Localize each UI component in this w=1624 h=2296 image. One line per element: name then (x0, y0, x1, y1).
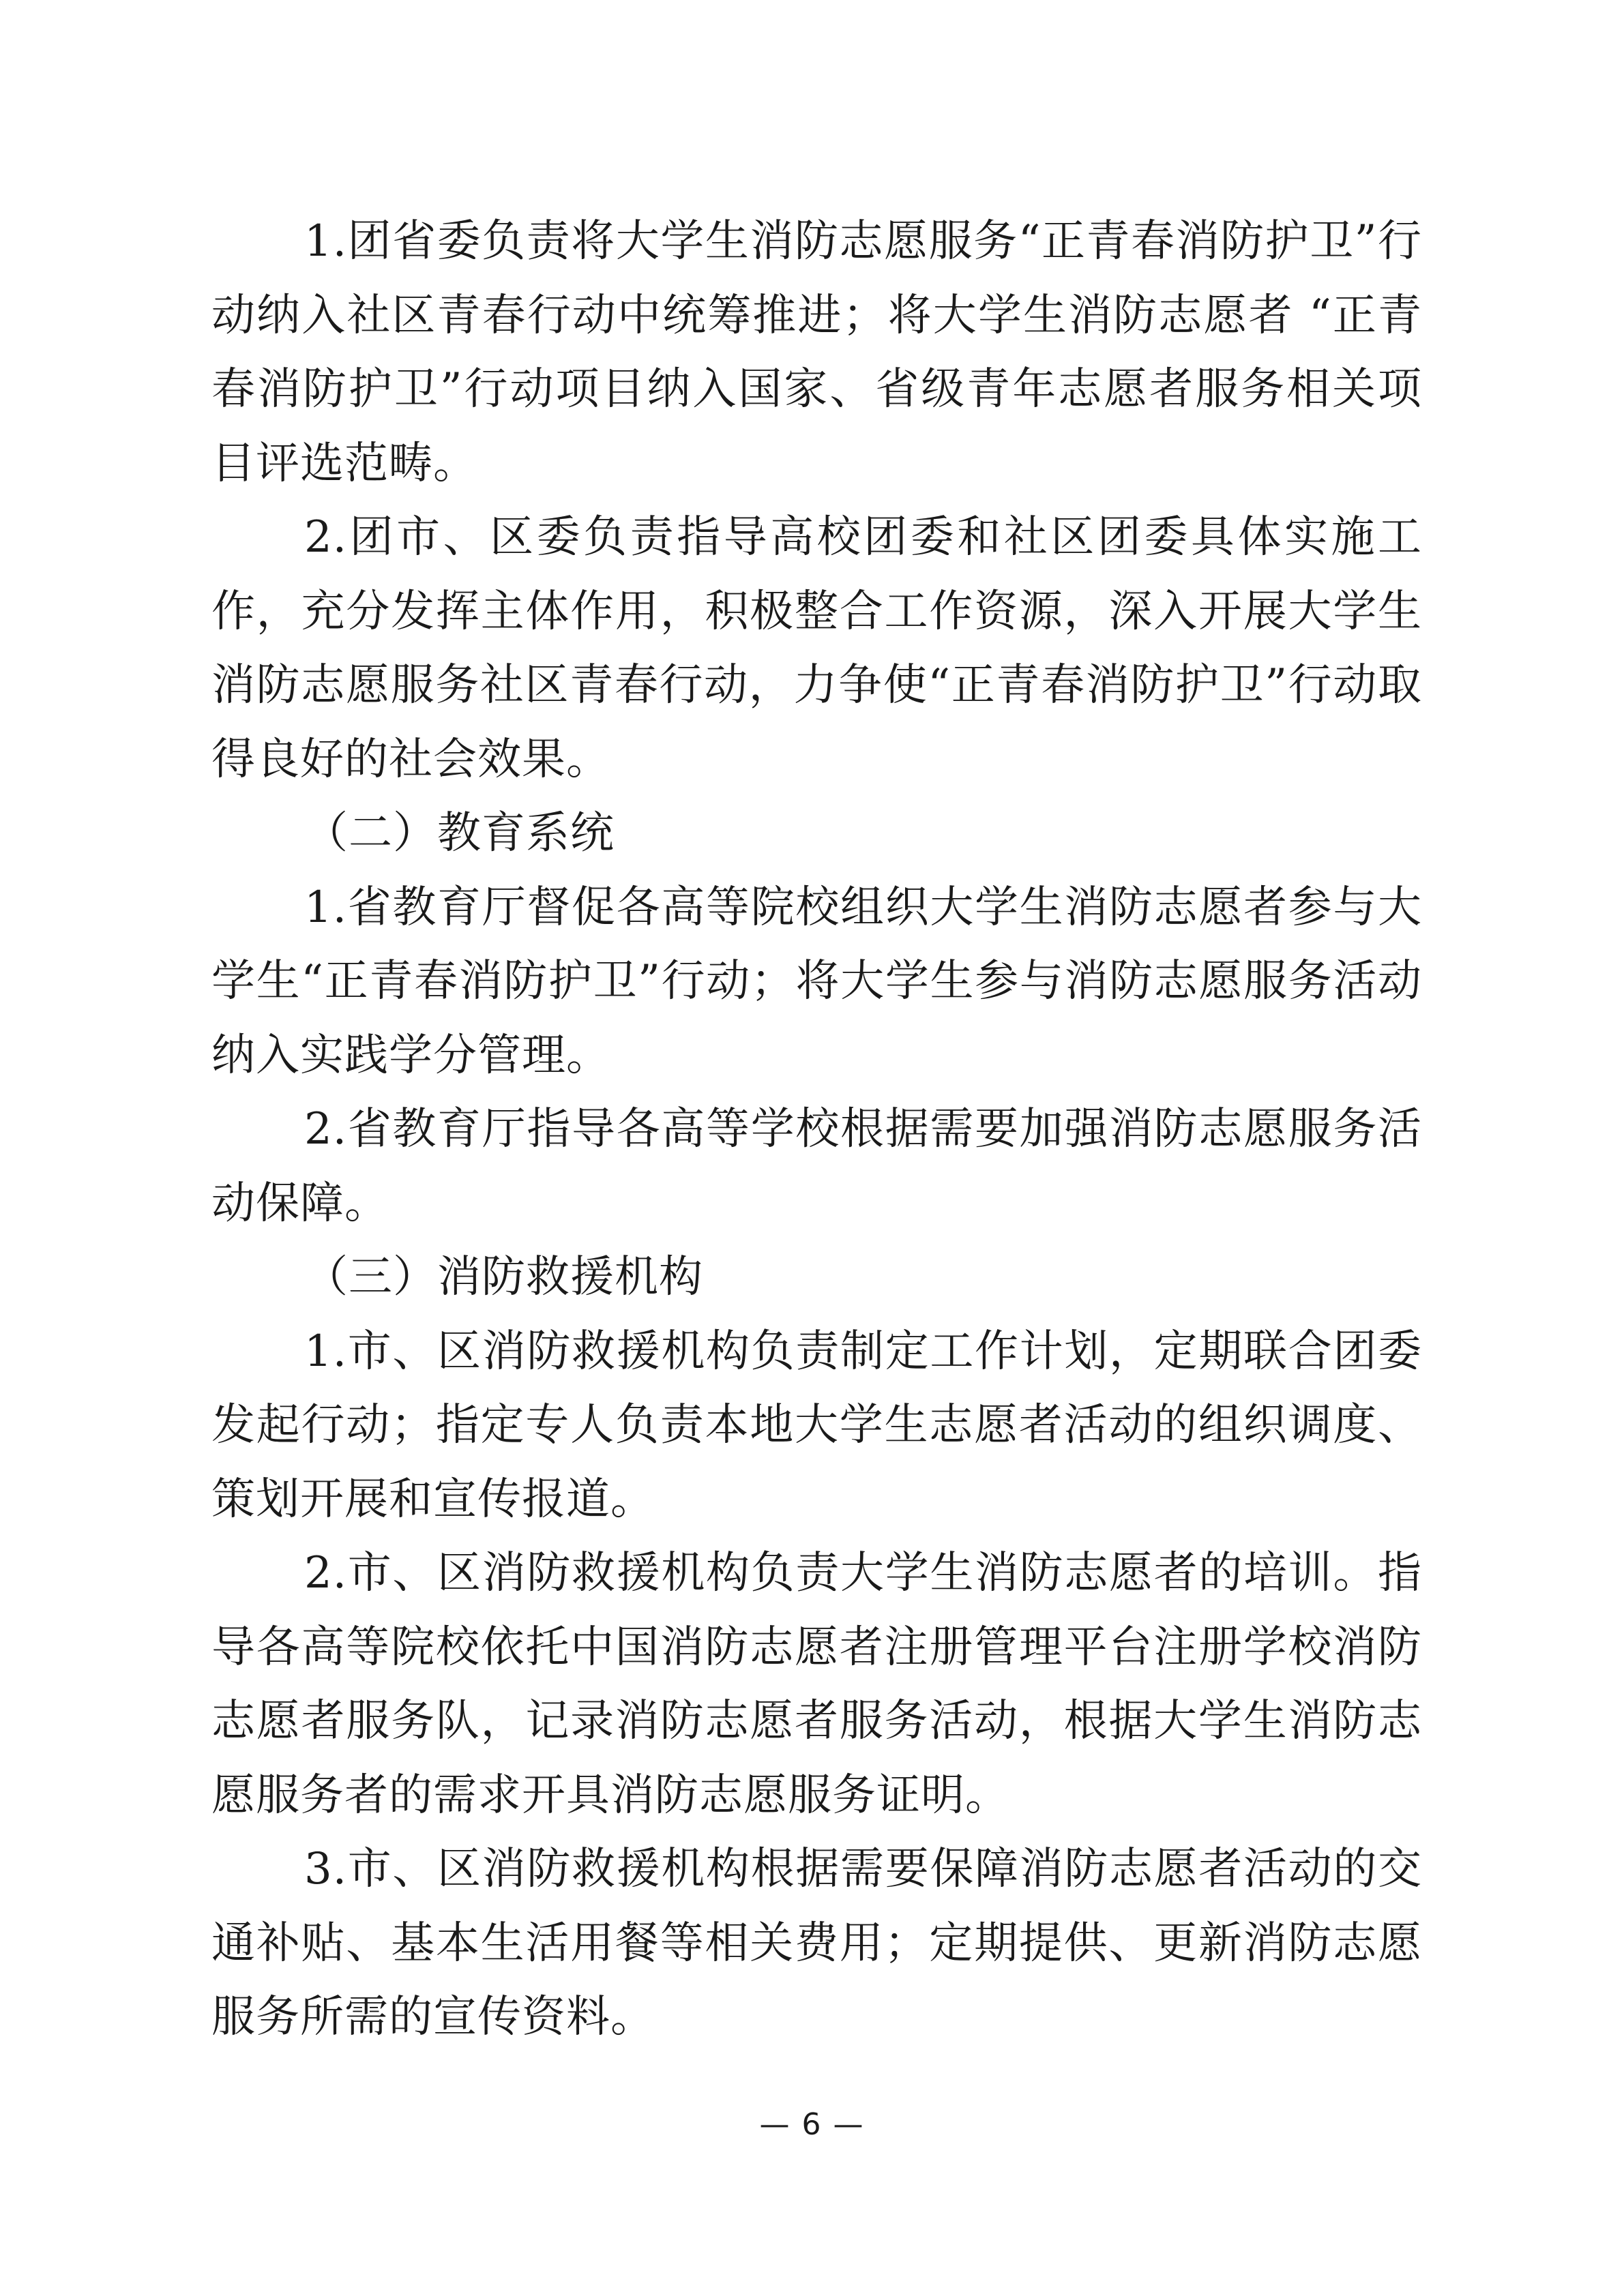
paragraph-fire-rescue-3: 3.市、区消防救援机构根据需要保障消防志愿者活动的交通补贴、基本生活用餐等相关费用；定期提供、更新消防志愿服务所需的宣传资料。 (211, 1844, 1422, 2042)
section-heading-education: （二）教育系统 (304, 808, 615, 859)
paragraph-education-2: 2.省教育厅指导各高等学校根据需要加强消防志愿服务活动保障。 (211, 1104, 1422, 1229)
paragraph-fire-rescue-2: 2.市、区消防救援机构负责大学生消防志愿者的培训。指导各高等院校依托中国消防志愿者注册管理平台注册学校消防志愿者服务队，记录消防志愿者服务活动，根据大学生消防志愿服务者的需求开具消防志愿服务证明。 (211, 1548, 1422, 1821)
paragraph-education-1: 1.省教育厅督促各高等院校组织大学生消防志愿者参与大学生“正青春消防护卫”行动；将大学生参与消防志愿服务活动纳入实践学分管理。 (211, 882, 1422, 1081)
paragraph-youth-league-provincial: 1.团省委负责将大学生消防志愿服务“正青春消防护卫”行动纳入社区青春行动中统筹推进；将大学生消防志愿者 “正青春消防护卫”行动项目纳入国家、省级青年志愿者服务相关项目评选范畴。 (211, 216, 1422, 489)
paragraph-fire-rescue-1: 1.市、区消防救援机构负责制定工作计划，定期联合团委发起行动；指定专人负责本地大学生志愿者活动的组织调度、策划开展和宣传报道。 (211, 1326, 1422, 1525)
paragraph-youth-league-city: 2.团市、区委负责指导高校团委和社区团委具体实施工作，充分发挥主体作用，积极整合工作资源，深入开展大学生消防志愿服务社区青春行动，力争使“正青春消防护卫”行动取得良好的社会效果。 (211, 512, 1422, 785)
document-body (211, 205, 1422, 2055)
page-number: — 6 — (759, 2107, 865, 2142)
section-heading-fire-rescue: （三）消防救援机构 (304, 1252, 703, 1302)
